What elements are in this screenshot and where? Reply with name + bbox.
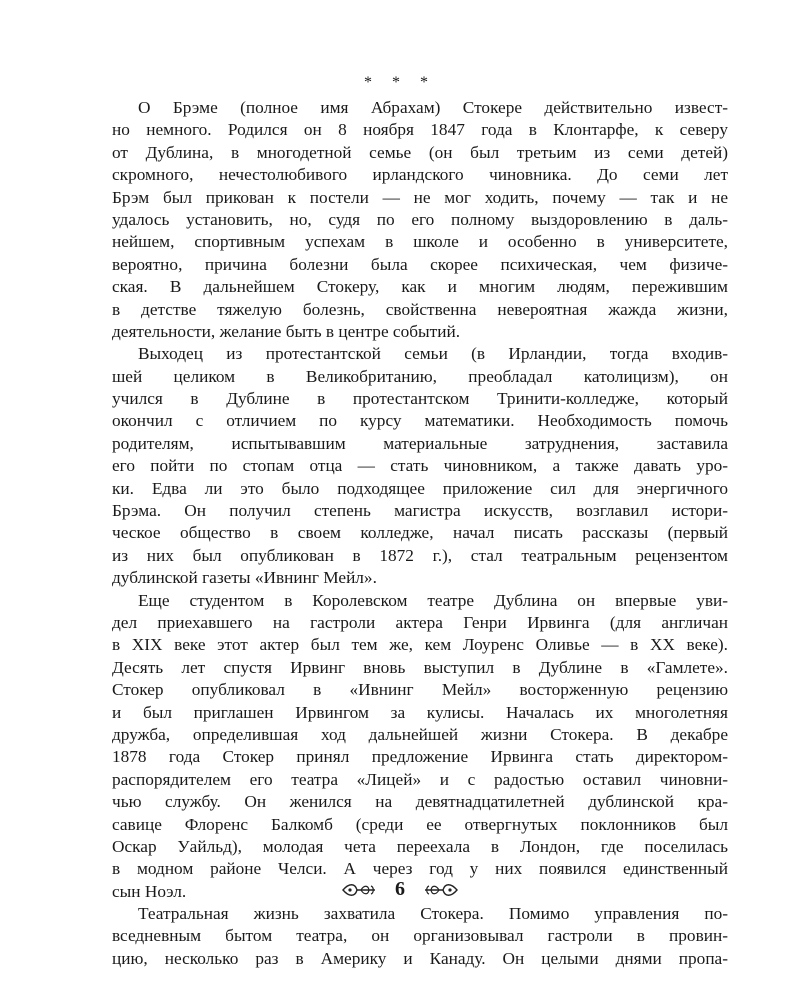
text-line: в XIX веке этот актер был тем же, кем Лоуренс Оливье — в XX веке). (112, 635, 728, 655)
text-line: цию, несколько раз в Америку и Канаду. Он целыми днями пропа- (112, 948, 728, 968)
text-line: родителям, испытывавшим материальные затруднения, заставила (112, 433, 728, 453)
text-line: дружба, определившая ход дальнейшей жизни Стокера. В декабре (112, 724, 728, 744)
text-line: распорядителем его театра «Лицей» и с радостью оставил чиновни- (112, 769, 728, 789)
text-line: деятельности, желание быть в центре событий. (112, 321, 461, 341)
text-line: Еще студентом в Королевском театре Дублина он впервые уви- (138, 590, 728, 610)
text-line: О Брэме (полное имя Абрахам) Стокере действительно извест- (138, 98, 728, 117)
text-line: ская. В дальнейшем Стокеру, как и многим людям, пережившим (112, 277, 728, 297)
text-line: Выходец из протестантской семьи (в Ирландии, тогда входив- (138, 344, 728, 364)
text-line: Стокер опубликовал в «Ивнинг Мейл» восторженную рецензию (112, 680, 728, 700)
text-line: шей целиком в Великобританию, преобладал католицизм), он (112, 366, 728, 386)
text-line: но немного. Родился он 8 ноября 1847 года в Клонтарфе, к северу (112, 120, 728, 140)
text-line: его пойти по стопам отца — стать чиновником, а также давать уро- (112, 456, 728, 476)
text-line: сын Ноэл. (112, 881, 187, 901)
text-line: Театральная жизнь захватила Стокера. Помимо управления по- (138, 904, 728, 924)
text-line: из них был опубликован в 1872 г.), стал театральным рецензентом (112, 545, 728, 565)
text-line: вседневным бытом театра, он организовывал гастроли в провин- (112, 926, 728, 946)
text-line: и был приглашен Ирвингом за кулисы. Началась их многолетняя (112, 702, 728, 722)
ornament-flourish-icon (423, 881, 459, 899)
text-line: Оскар Уайльд), молодая чета переехала в Лондон, где поселилась (112, 836, 728, 856)
text-line: в детстве тяжелую болезнь, свойственна невероятная жажда жизни, (112, 299, 728, 319)
text-line: ки. Едва ли это было подходящее приложение сил для энергичного (112, 478, 728, 498)
text-line: дублинской газеты «Ивнинг Мейл». (112, 568, 377, 588)
text-line: удалось установить, но, судя по его полному выздоровлению в даль- (112, 209, 728, 229)
text-line: Брэм был прикован к постели — не мог ходить, почему — так и не (112, 187, 728, 207)
text-line: савице Флоренс Балкомб (среди ее отвергнутых поклонников был (112, 814, 728, 834)
text-line: от Дублина, в многодетной семье (он был третьим из семи детей) (112, 142, 728, 162)
text-line: чью службу. Он женился на девятнадцатилетней дублинской кра- (112, 792, 728, 812)
text-line: учился в Дублине в протестантском Тринити-колледже, который (112, 389, 728, 409)
body-text (112, 97, 728, 970)
text-line: скромного, нечестолюбивого ирландского чиновника. До семи лет (112, 165, 728, 185)
ornament-flourish-icon (341, 881, 377, 899)
text-line: нейшем, спортивным успехам в школе и особенно в университете, (112, 232, 728, 252)
text-line: окончил с отличием по курсу математики. Необходимость помочь (112, 411, 728, 431)
text-line: дел приехавшего на гастроли актера Генри Ирвинга (для англичан (112, 612, 728, 632)
section-separator: * * * (364, 74, 436, 91)
text-line: 1878 года Стокер принял предложение Ирвинга стать директором- (112, 747, 728, 767)
text-line: в модном районе Челси. А через год у них появился единственный (112, 859, 728, 879)
text-line: Десять лет спустя Ирвинг вновь выступил в Дублине в «Гамлете». (112, 657, 728, 677)
text-line: вероятно, причина болезни была скорее психическая, чем физиче- (112, 254, 728, 274)
text-line: Брэма. Он получил степень магистра искусств, возглавил истори- (112, 501, 728, 521)
page-number: 6 (395, 878, 405, 900)
text-line: ческое общество в своем колледже, начал писать рассказы (первый (112, 523, 728, 543)
page-footer (0, 878, 800, 901)
